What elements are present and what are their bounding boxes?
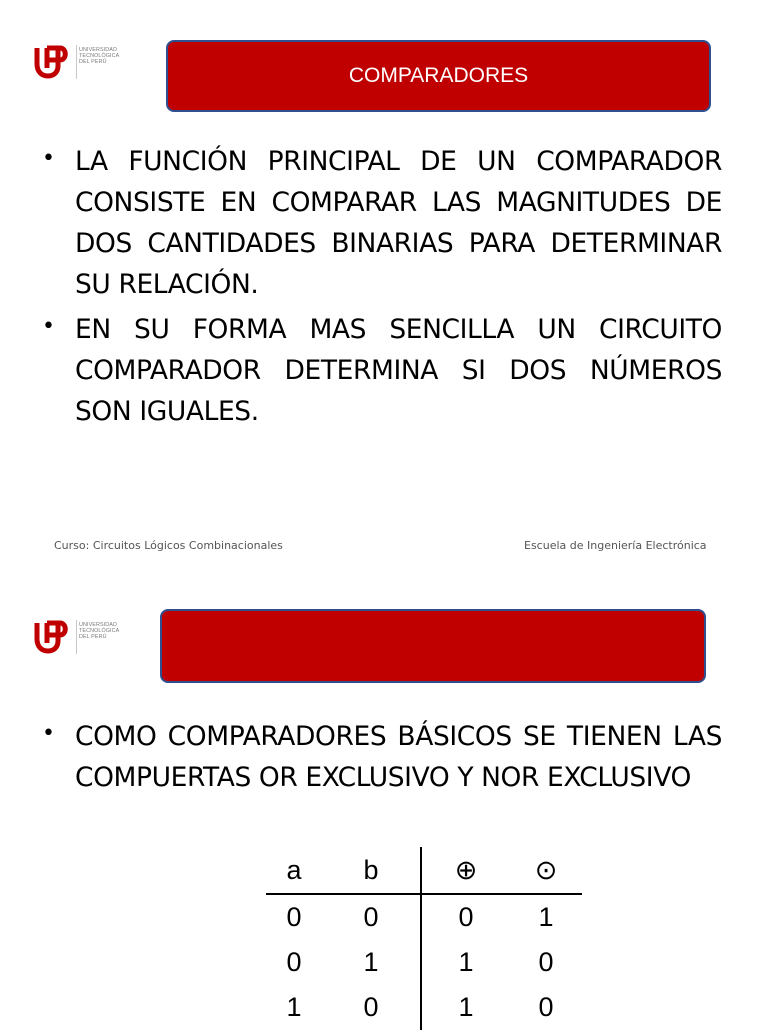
table-row xyxy=(266,985,582,1030)
table-cell: 1 xyxy=(458,947,474,977)
bullet-dot-icon: • xyxy=(42,146,55,171)
table-cell: 0 xyxy=(322,985,421,1030)
table-row xyxy=(266,940,582,985)
university-name xyxy=(79,622,119,640)
bullet-dot-icon: • xyxy=(42,721,55,746)
bullet-list xyxy=(40,716,722,802)
truth-table xyxy=(266,847,582,1030)
university-name-line: TECNOLÓGICA xyxy=(79,628,120,634)
university-logo xyxy=(34,42,134,84)
table-cell: 1 xyxy=(538,902,554,932)
table-cell: 0 xyxy=(286,902,302,932)
table-cell: 1 xyxy=(322,940,421,985)
logo-separator xyxy=(76,45,77,79)
table-cell: 0 xyxy=(458,902,474,932)
bullet-list xyxy=(40,141,722,436)
bullet-dot-icon: • xyxy=(42,314,55,339)
university-name-line: DEL PERÚ xyxy=(79,634,107,640)
university-name-line: DEL PERÚ xyxy=(79,59,107,65)
bullet-item xyxy=(40,716,722,798)
university-name-line: TECNOLÓGICA xyxy=(79,53,120,59)
university-name-line: UNIVERSIDAD xyxy=(79,47,117,53)
bullet-text: EN SU FORMA MAS SENCILLA UN CIRCUITO COMPARADOR DETERMINA SI DOS NÚMEROS SON IGUALES. xyxy=(75,314,722,427)
table-cell: 1 xyxy=(286,992,302,1022)
slide-title: COMPARADORES xyxy=(166,40,711,112)
table-cell: 0 xyxy=(538,947,554,977)
column-header-xnor: ⊙ xyxy=(510,847,582,894)
table-cell: 0 xyxy=(286,947,302,977)
bullet-item xyxy=(40,141,722,305)
table-row xyxy=(266,894,582,940)
footer-school: Escuela de Ingeniería Electrónica xyxy=(524,539,707,552)
utp-logo-icon xyxy=(34,44,70,80)
table-cell: 0 xyxy=(322,894,421,940)
slide-title xyxy=(160,609,706,683)
column-header-a: a xyxy=(266,847,322,894)
table-cell: 0 xyxy=(538,992,554,1022)
table-header-row xyxy=(266,847,582,894)
university-name-line: UNIVERSIDAD xyxy=(79,622,117,628)
column-header-b: b xyxy=(322,847,421,894)
logo-separator xyxy=(76,620,77,654)
bullet-item xyxy=(40,309,722,432)
university-logo xyxy=(34,617,134,659)
utp-logo-icon xyxy=(34,619,70,655)
bullet-text: LA FUNCIÓN PRINCIPAL DE UN COMPARADOR CONSISTE EN COMPARAR LAS MAGNITUDES DE DOS CANTIDADES BINARIAS PARA DETERMINAR SU RELACIÓN. xyxy=(75,146,722,300)
bullet-text: COMO COMPARADORES BÁSICOS SE TIENEN LAS COMPUERTAS OR EXCLUSIVO Y NOR EXCLUSIVO xyxy=(75,721,722,793)
column-header-xor: ⊕ xyxy=(421,847,510,894)
table-cell: 1 xyxy=(458,992,474,1022)
slide-2 xyxy=(0,575,768,1024)
footer-course: Curso: Circuitos Lógicos Combinacionales xyxy=(54,539,283,552)
university-name xyxy=(79,47,119,65)
